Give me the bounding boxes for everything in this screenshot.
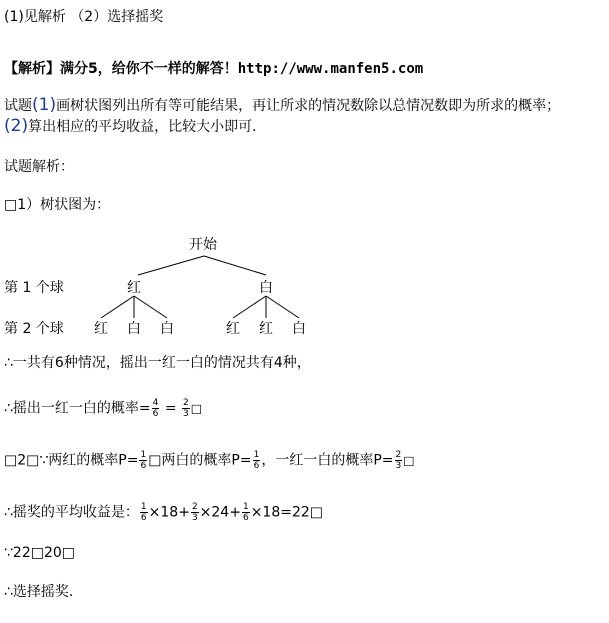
hint-part1-text: 画树状图列出所有等可能结果，再让所求的情况数除以总情况数即为所求的概率； (56, 98, 561, 114)
numerator: 1 (140, 502, 147, 512)
branch-white-white (266, 296, 299, 318)
numerator: 1 (242, 502, 249, 512)
analysis-tag: 【解析】 (4, 61, 60, 77)
branch-white-red-1 (233, 296, 266, 318)
average-line (4, 502, 323, 523)
hint-part1-marker: (1) (32, 95, 57, 115)
hint-line-2 (4, 117, 266, 136)
analysis-label: 试题解析： (4, 159, 74, 175)
line-end: □ (190, 401, 203, 416)
numerator: 2 (395, 450, 402, 460)
fraction (242, 502, 250, 523)
conclusion-line: ∴选择摇奖． (4, 584, 83, 600)
hint-part2-marker: (2) (4, 116, 29, 136)
slogan: 满分5，给你不一样的解答！ (60, 61, 238, 77)
probability-prefix: ∴摇出一红一白的概率= (4, 400, 151, 417)
level2-node: 红 (226, 321, 240, 337)
site-url: http://www.manfen5.com (237, 61, 424, 77)
part2-line (4, 450, 415, 471)
denominator: 6 (152, 409, 159, 419)
fraction (152, 398, 160, 419)
probability-line (4, 398, 202, 419)
fraction (140, 502, 148, 523)
level2-node: 白 (127, 321, 141, 337)
fraction (395, 450, 403, 471)
level1-node-white: 白 (259, 280, 273, 296)
analysis-header (4, 60, 423, 78)
level2-node: 白 (292, 321, 306, 337)
hint-label: 试题 (4, 98, 32, 114)
denominator: 6 (253, 461, 260, 471)
answer-line: (1)见解析 （2）选择摇奖 (4, 9, 164, 25)
tree-root: 开始 (189, 237, 217, 253)
hint-part2-text: 算出相应的平均收益，比较大小即可． (28, 119, 267, 135)
tree-diagram (0, 228, 609, 338)
term: ×18=22□ (250, 504, 324, 521)
equals: = (160, 400, 182, 417)
level1-node-red: 红 (127, 280, 141, 296)
term: ×18+ (148, 504, 190, 521)
average-prefix: ∴摇奖的平均收益是： (4, 504, 139, 521)
denominator: 3 (395, 461, 402, 471)
denominator: 6 (242, 513, 249, 523)
branch-root-white (204, 256, 266, 275)
level2-node: 红 (94, 321, 108, 337)
level2-node: 红 (259, 321, 273, 337)
numerator: 4 (152, 398, 159, 408)
part2-mid2: ，一红一白的概率P= (261, 452, 394, 469)
denominator: 6 (140, 461, 147, 471)
denominator: 3 (191, 513, 198, 523)
level2-node: 白 (160, 321, 174, 337)
level2-label: 第 2 个球 (4, 321, 64, 337)
part1-label: □1）树状图为： (4, 197, 111, 213)
numerator: 1 (140, 450, 147, 460)
level1-label: 第 1 个球 (4, 280, 64, 296)
fraction (253, 450, 261, 471)
hint-line-1 (4, 96, 560, 115)
fraction (182, 398, 190, 419)
part2-prefix: □2□∵两红的概率P= (4, 452, 139, 469)
denominator: 3 (183, 409, 189, 419)
branch-red-white-2 (134, 296, 167, 318)
numerator: 2 (183, 398, 189, 408)
numerator: 1 (253, 450, 260, 460)
branch-red-red (101, 296, 134, 318)
fraction (191, 502, 199, 523)
fraction (139, 450, 147, 471)
part2-mid1: □两白的概率P= (148, 452, 252, 469)
branch-root-red (138, 256, 204, 275)
numerator: 2 (191, 502, 198, 512)
compare-line: ∵22□20□ (4, 545, 75, 561)
total-cases-line: ∴一共有6种情况，摇出一红一白的情况共有4种， (4, 355, 311, 371)
term: ×24+ (199, 504, 241, 521)
line-end: □ (403, 453, 415, 468)
denominator: 6 (140, 513, 147, 523)
